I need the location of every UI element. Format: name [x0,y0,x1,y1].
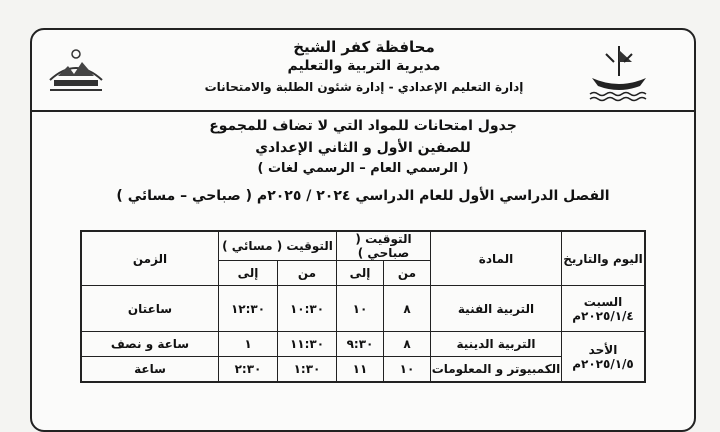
exam-schedule-table [80,230,646,383]
directorate-name: مديرية التربية والتعليم [287,58,441,74]
letterhead [32,30,694,112]
day-date: ٢٠٢٥/١/٤م [572,308,634,323]
subject-cell: التربية الفنية [431,286,562,332]
governorate-emblem [584,42,654,102]
table-row [81,357,645,383]
header-duration: الزمن [81,231,219,286]
document-frame [30,28,696,432]
department-name: إدارة التعليم الإعدادي - إدارة شئون الطلبة والامتحانات [204,80,524,94]
title-line-4: الفصل الدراسي الأول للعام الدراسي ٢٠٢٤ / ٢٠٢٥م ( صباحي – مسائي ) [116,188,610,204]
governorate-name: محافظة كفر الشيخ [293,38,435,56]
table-row [81,286,645,332]
day-name: الأحد [588,342,618,357]
subject-cell: التربية الدينية [431,332,562,357]
evening-from-cell: ١١:٣٠ [278,332,337,357]
table-header-row [81,231,645,261]
evening-to-cell: ١ [219,332,278,357]
header-subject: المادة [431,231,562,286]
day-cell [562,286,646,332]
table-row [81,332,645,357]
header-morning-to: إلى [337,261,384,286]
title-line-3: ( الرسمي العام – الرسمي لغات ) [257,161,469,176]
title-line-1: جدول امتحانات للمواد التي لا تضاف للمجموع [209,118,517,134]
day-name: السبت [583,294,623,309]
title-line-2: للصفين الأول و الثاني الإعدادي [255,140,471,156]
day-date: ٢٠٢٥/١/٥م [572,356,634,371]
header-day: اليوم والتاريخ [562,231,646,286]
duration-cell: ساعتان [81,286,219,332]
morning-to-cell: ١١ [337,357,384,383]
day-cell [562,332,646,383]
morning-from-cell: ١٠ [384,357,431,383]
subject-cell: الكمبيوتر و المعلومات [431,357,562,383]
duration-cell: ساعة و نصف [81,332,219,357]
evening-from-cell: ١٠:٣٠ [278,286,337,332]
header-evening-to: إلى [219,261,278,286]
directorate-logo [44,46,108,96]
evening-to-cell: ٢:٣٠ [219,357,278,383]
header-evening: التوقيت ( مسائي ) [219,231,337,261]
morning-to-cell: ١٠ [337,286,384,332]
header-evening-from: من [278,261,337,286]
header-morning-from: من [384,261,431,286]
header-morning: التوقيت ( صباحي ) [337,231,431,261]
morning-from-cell: ٨ [384,332,431,357]
evening-to-cell: ١٢:٣٠ [219,286,278,332]
morning-to-cell: ٩:٣٠ [337,332,384,357]
morning-from-cell: ٨ [384,286,431,332]
evening-from-cell: ١:٣٠ [278,357,337,383]
duration-cell: ساعة [81,357,219,383]
